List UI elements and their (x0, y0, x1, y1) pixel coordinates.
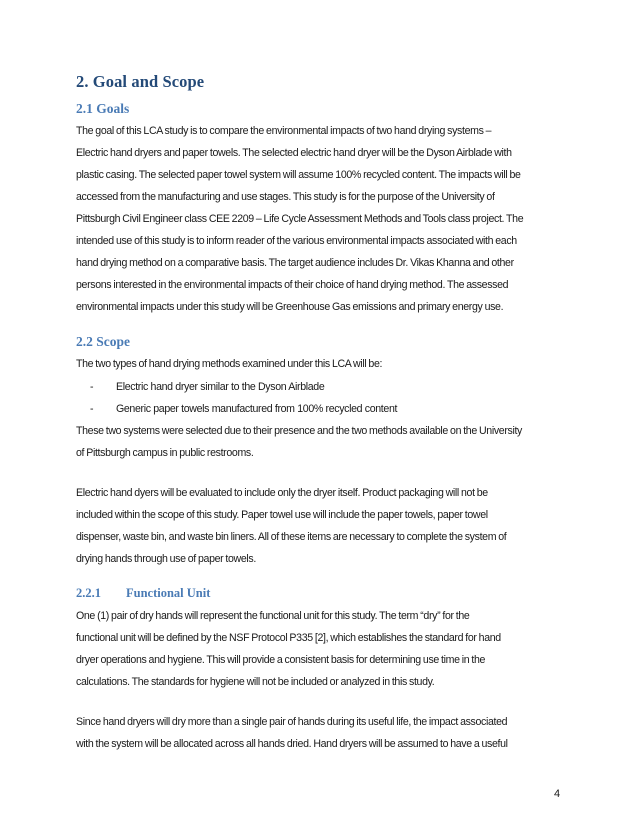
list-item-text: Generic paper towels manufactured from 100% recycled content (116, 403, 398, 415)
scope-line: drying hands through use of paper towels. (76, 553, 256, 565)
scope-line: These two systems were selected due to their presence and the two methods available on the University (76, 425, 522, 437)
goals-line: environmental impacts under this study will be Greenhouse Gas emissions and primary energy use. (76, 301, 504, 313)
list-item-text: Electric hand dryer similar to the Dyson Airblade (116, 381, 325, 393)
goals-line: hand drying method on a comparative basis. The target audience includes Dr. Vikas Khanna and other (76, 257, 514, 269)
functional-unit-line: dryer operations and hygiene. This will provide a consistent basis for determining use time in the (76, 654, 486, 666)
page-number: 4 (554, 788, 561, 800)
scope-line: of Pittsburgh campus in public restrooms. (76, 447, 254, 459)
goals-line: The goal of this LCA study is to compare the environmental impacts of two hand drying systems – (76, 125, 492, 137)
subsection-title: Functional Unit (126, 586, 211, 600)
functional-unit-line: calculations. The standards for hygiene will not be included or analyzed in this study. (76, 676, 435, 688)
goals-line: intended use of this study is to inform reader of the various environmental impacts associated with each (76, 235, 517, 247)
scope-heading: 2.2 Scope (76, 334, 130, 349)
scope-intro: The two types of hand drying methods examined under this LCA will be: (76, 358, 383, 370)
goals-line: Electric hand dryers and paper towels. The selected electric hand dryer will be the Dyson Airblade with (76, 147, 512, 159)
scope-line: dispenser, waste bin, and waste bin liners. All of these items are necessary to complete the system of (76, 531, 507, 543)
functional-unit-line: Since hand dryers will dry more than a single pair of hands during its useful life, the impact associated (76, 716, 508, 728)
goals-line: accessed from the manufacturing and use stages. This study is for the purpose of the University of (76, 191, 495, 203)
goals-line: plastic casing. The selected paper towel system will assume 100% recycled content. The impacts will be (76, 169, 521, 181)
scope-line: Electric hand dyers will be evaluated to include only the dryer itself. Product packaging will not be (76, 487, 488, 499)
bullet-marker: - (90, 403, 94, 415)
goals-line: persons interested in the environmental impacts of their choice of hand drying method. The assessed (76, 279, 509, 291)
goals-line: Pittsburgh Civil Engineer class CEE 2209 – Life Cycle Assessment Methods and Tools class project. The (76, 213, 524, 225)
list-item (90, 380, 550, 394)
functional-unit-heading (76, 586, 210, 601)
subsection-number: 2.2.1 (76, 586, 101, 600)
functional-unit-line: functional unit will be defined by the NSF Protocol P335 [2], which establishes the standard for hand (76, 632, 501, 644)
functional-unit-line: with the system will be allocated across all hands dried. Hand dryers will be assumed to have a useful (76, 738, 508, 750)
scope-line: included within the scope of this study. Paper towel use will include the paper towels, paper towel (76, 509, 488, 521)
goals-heading: 2.1 Goals (76, 101, 130, 116)
list-item (90, 402, 550, 416)
functional-unit-line: One (1) pair of dry hands will represent the functional unit for this study. The term “dry” for the (76, 610, 470, 622)
bullet-marker: - (90, 381, 94, 393)
section-heading: 2. Goal and Scope (76, 72, 205, 91)
